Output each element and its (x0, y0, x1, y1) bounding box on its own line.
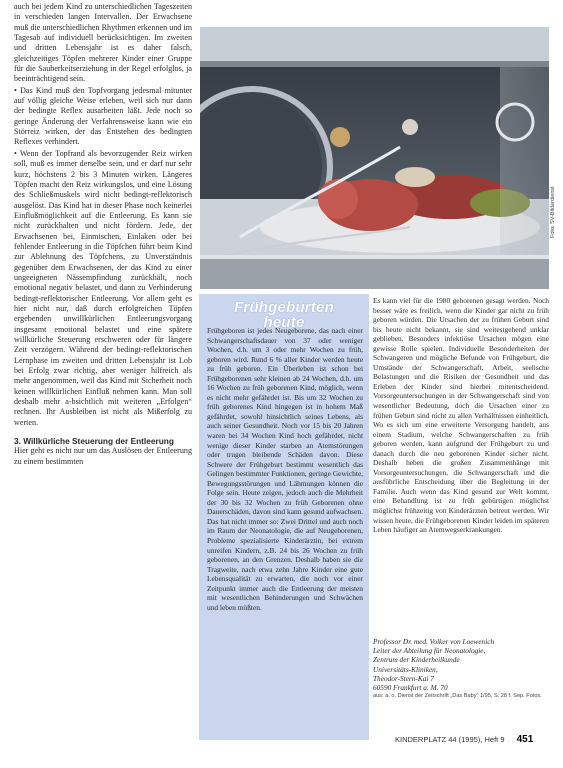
photo-credit: Foto: SV-Bilderdienst (550, 186, 556, 238)
bullet-paragraph: • Das Kind muß den Topfvorgang jedesmal mitunter auf völlig gleiche Weise erleben, weil sich nur dann der bedingte Reflex ausarbeiten läßt. Jede noch so geringe Änderung der Verfahrensweise kann wie ein Störreiz wirken, der das Entstehen des bedingten Reflexes verhindert. (14, 85, 192, 147)
info-box-title-line1: Frühgeburten (234, 299, 334, 316)
page-footer (395, 734, 533, 745)
author-name: Professor Dr. med. Volker von Loewenich (373, 637, 495, 646)
footnote: aus: a. o. Dienst der Zeitschrift „Das Baby“ 1/95, S. 28 f. Sep. Fotos. (373, 693, 542, 699)
author-affiliation: Leiter der Abteilung für Neonatologie, (373, 646, 486, 656)
journal-reference: KINDERPLATZ 44 (1995), Heft 9 (395, 735, 505, 744)
bullet-paragraph: • Wenn der Topfrand als bevorzugender Reiz wirken soll, muß es immer derselbe sein, und er darf nur sehr kurz, höchstens 2 bis 3 Minuten wirken. Längeres Töpfen macht den Reiz wirkungslos, und eine Lösung des Schließmuskels wird nicht bedingt-reflektorisch ausgelöst. Das Kind hat in dieser Phase noch keinerlei Einflußmöglichkeit auf die Entleerung. Es kann sie nicht zurückhalten und nicht fördern. Jede, der Erwachsenen bei, Einmischen, Einlaken oder bei fehlender Entleerung in die Töpfchen führt beim Kind zur Ablehnung des Töpfchens, zu Unverständnis gegenüber dem Erwachsenen, der das Kind zu einer ungeeigneten Nässempfindung zurückhält, noch emotional negativ belastet, und dann zu Verhinderung bedingt-reflektorischer Entleerung. Vor allem geht es hier nicht nur, daß durch erfolgreichen Töpfen ergebenden unwillkürlichen Entleerungsvorgang insgesamt emotional belastet und eine spätere willkürliche Steuerung erschweren oder für längere Zeit verzögern. Während der bedingt-reflektorischen Lernphase im zweiten und dritten Lebensjahr ist Lob bei Erfolg zwar richtig, aber weniger hilfreich als mehr angenommen, weil das Kind mit Sicherheit noch keinen willkürlichen Einfluß nehmen kann. Man soll deshalb mehr a-bsichtlich mit weiteren „Erfolgen“ rechnen. Ihr Ausbleiben ist nicht als Mißerfolg zu werten. (14, 148, 192, 427)
photo-illustration (200, 27, 549, 289)
left-text-column (14, 2, 192, 467)
right-text-column (373, 296, 549, 535)
section-heading: 3. Willkürliche Steuerung der Entleerung (14, 436, 174, 447)
author-block (373, 637, 549, 692)
author-address: 60590 Frankfurt a. M. 70 (373, 683, 448, 693)
info-box (199, 294, 369, 740)
author-affiliation: Zentrum der Kinderheilkunde (373, 655, 460, 665)
paragraph: auch bei jedem Kind zu unterschiedlichen Tageszeiten in verschieden langen Intervallen. Der Erwachsene muß die unterschiedlichen Rhythmen erkennen und im Tagesab auf individuell berücksichtigen. Im zweiten und dritten Lebensjahr ist es daher falsch, gleichzeitiges Töpfen mehrerer Kinder einer Gruppe für die Sauberkeitserziehung in der Regel erfolglos, ja beeinträchtigend sein. (14, 2, 192, 84)
page-number: 451 (516, 734, 534, 745)
paragraph: Hier geht es nicht nur um das Auslösen der Entleerung zu einem bestimmten (14, 446, 192, 466)
paragraph: Es kann viel für die 1980 geborenen gesagt werden. Noch besser wäre es freilich, wenn die Kinder gar nicht zu früh geboren würden. Die Ursachen der zu frühen Geburt sind bis heute nicht bekannt, sie sind weitestgehend unklar geblieben. Besonders infektiöse Ursachen mögen eine gewisse Rolle spielen. Individuelle Besonderheiten der Schwangeren und mögliche Befunde von Frühgeburt, die Umstände der Schwangerschaft, Arbeit, seelische Belastungen und die Risiken der Gesundheit und das Erleben der Kinder sind hierbei mitentscheidend. Vorsorgeuntersuchungen in der Schwangerschaft sind von wesentlicher Bedeutung, doch die Ursachen einer zu frühen Geburt sind nicht zu allen Verhältnissen einheitlich. Wo es sich um eine erweiterte Versorgung handelt, aus einem Stadium, welche Schwangerschaften zu früh geboren werden, kann aufgrund der Frühgeburt zu und danach durch die neu geborenen Kinder sicher nicht. Deshalb heben die großen Zusammenhänge mit Vorsorgeuntersuchungen, die Schwangerschaft und die ausführliche Entscheidung über die Begleitung in der Familie. Auch wenn das Kind gesund zur Welt kommt, eine Behandlung ist zu früh gebürtigen möglichst möglichst frühzeitig von Kinderärzten betreut werden. Wir wissen heute, die Frühgeborenen Kinder leiden im späteren Leben häufiger an Atemwegserkrankungen. (373, 296, 549, 535)
incubator-photo (200, 27, 549, 289)
info-box-title-line2: heute (263, 314, 305, 331)
author-address: Theodor-Stern-Kai 7 (373, 673, 434, 683)
author-affiliation: Universitäts-Kliniken, (373, 664, 438, 674)
info-box-text: Frühgeboren ist jedes Neugeborene, das nach einer Schwangerschaftsdauer von 37 oder weniger Wochen, d.h. um 3 oder mehr Wochen zu früh, geboren wird. Rund 6 % aller Kinder werden heute zu früh geboren. Ein Überleben ist schon bei Frühgeborenen sehr kleinen ab 24 Wochen, d.h. um 16 Wochen zu früh geborenen Kind, möglich, wenn es nicht mehr gefährdet ist. Bis um 32 Wochen zu früh geborenes Kind hingegen ist in hohem Maß gefährdet, sowohl hinsichtlich seines Lebens, als auch seiner Gesundheit. Noch vor 15 bis 20 Jahren waren bei 34 Wochen Kind hoch gefährdet, nicht wenige dieser Kinder starben an Atemstörungen oder trugen bleibende Schäden davon. Diese Schwere der Frühgeburt bestimmt wesentlich das Gelingen bestimmter Funktionen, geringe Gewichte, Bewegungsstörungen und Lähmungen können die Folge sein. Heute zeigen, jedoch auch die Mehrheit der 30 bis 32 Wochen zu früh Geborenen ohne Dauerschäden, davon sind kann gesund aufwachsen. Das hat nicht immer so: Zwei Drittel und auch noch im Raum der Neonatologie, die auf Neugeborenen, Probleme spezialisierte Kinderärztin, bei extrem unreifen Kindern, z.B. 24 bis 26 Wochen zu früh geborenen, an den Grenzen. Deshalb haben sie die Tragweite, nach etwa zehn Jahre Kinder eine gute Lebensqualität zu erwarten, die noch vor einer Zeitpunkt immer auch die Entleerung der meisten mit wesentlichen Behinderungen und Schwächen und leben müßten. (207, 326, 363, 612)
